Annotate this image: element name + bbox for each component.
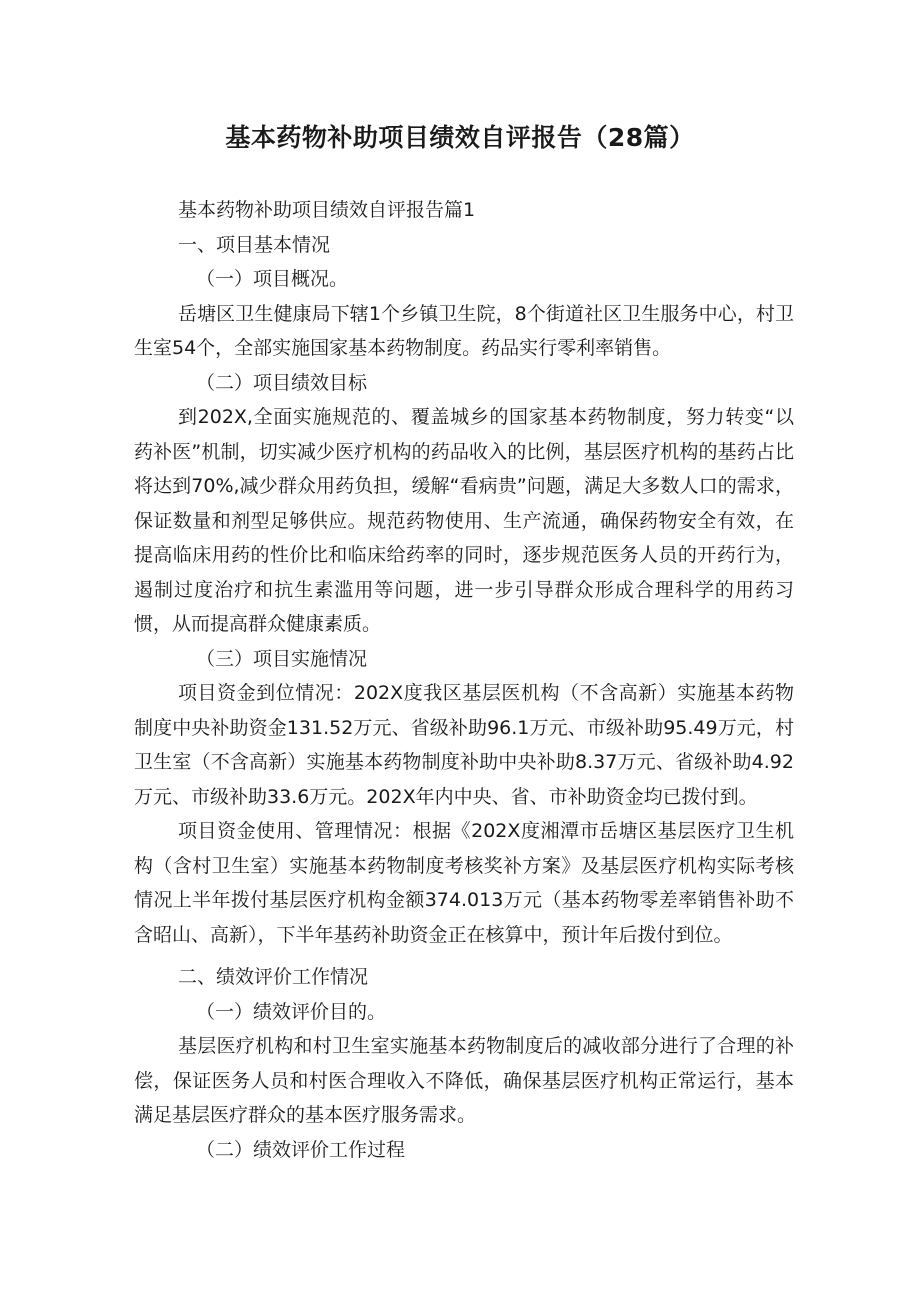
report-heading: 基本药物补助项目绩效自评报告篇1 <box>178 199 476 221</box>
document-title: 基本药物补助项目绩效自评报告（28篇） <box>225 123 695 152</box>
subsection-heading-2-1: （一）绩效评价目的。 <box>196 1000 387 1023</box>
subsection-heading-2-2: （二）绩效评价工作过程 <box>196 1138 406 1161</box>
body-paragraph: 基层医疗机构和村卫生室实施基本药物制度后的减收部分进行了合理的补偿，保证医务人员和村医合理收入不降低，确保基层医疗机构正常运行，基本满足基层医疗群众的基本医疗服务需求。 <box>134 1035 794 1126</box>
subsection-heading-1-1: （一）项目概况。 <box>196 268 349 290</box>
section-heading-2: 二、绩效评价工作情况 <box>178 966 369 988</box>
document-body <box>134 193 794 1167</box>
body-paragraph: 到202X,全面实施规范的、覆盖城乡的国家基本药物制度，努力转变“以药补医”机制，切实减少医疗机构的药品收入的比例，基层医疗机构的基药占比将达到70%,减少群众用药负担，缓解“看病贵”问题，满足大多数人口的需求，保证数量和剂型足够供应。规范药物使用、生产流通，确保药物安全有效，在提高临床用药的性价比和临床给药率的同时，逐步规范医务人员的开药行为，遏制过度治疗和抗生素滥用等问题，进一步引导群众形成合理科学的用药习惯，从而提高群众健康素质。 <box>134 406 794 635</box>
subsection-heading-1-3: （三）项目实施情况 <box>196 647 368 670</box>
section-heading-1: 一、项目基本情况 <box>178 233 331 256</box>
body-paragraph: 岳塘区卫生健康局下辖1个乡镇卫生院，8个街道社区卫生服务中心，村卫生室54个，全部实施国家基本药物制度。药品实行零利率销售。 <box>134 302 794 359</box>
body-paragraph: 项目资金到位情况：202X度我区基层医机构（不含高新）实施基本药物制度中央补助资金131.52万元、省级补助96.1万元、市级补助95.49万元，村卫生室（不含高新）实施基本药物制度补助中央补助8.37万元、省级补助4.92万元、市级补助33.6万元。202X年内中央、省、市补助资金均已拨付到。 <box>134 682 794 808</box>
body-paragraph: 项目资金使用、管理情况：根据《202X度湘潭市岳塘区基层医疗卫生机构（含村卫生室）实施基本药物制度考核奖补方案》及基层医疗机构实际考核情况上半年拨付基层医疗机构金额374.013万元（基本药物零差率销售补助不含昭山、高新），下半年基药补助资金正在核算中，预计年后拨付到位。 <box>134 820 794 946</box>
subsection-heading-1-2: （二）项目绩效目标 <box>196 371 368 394</box>
